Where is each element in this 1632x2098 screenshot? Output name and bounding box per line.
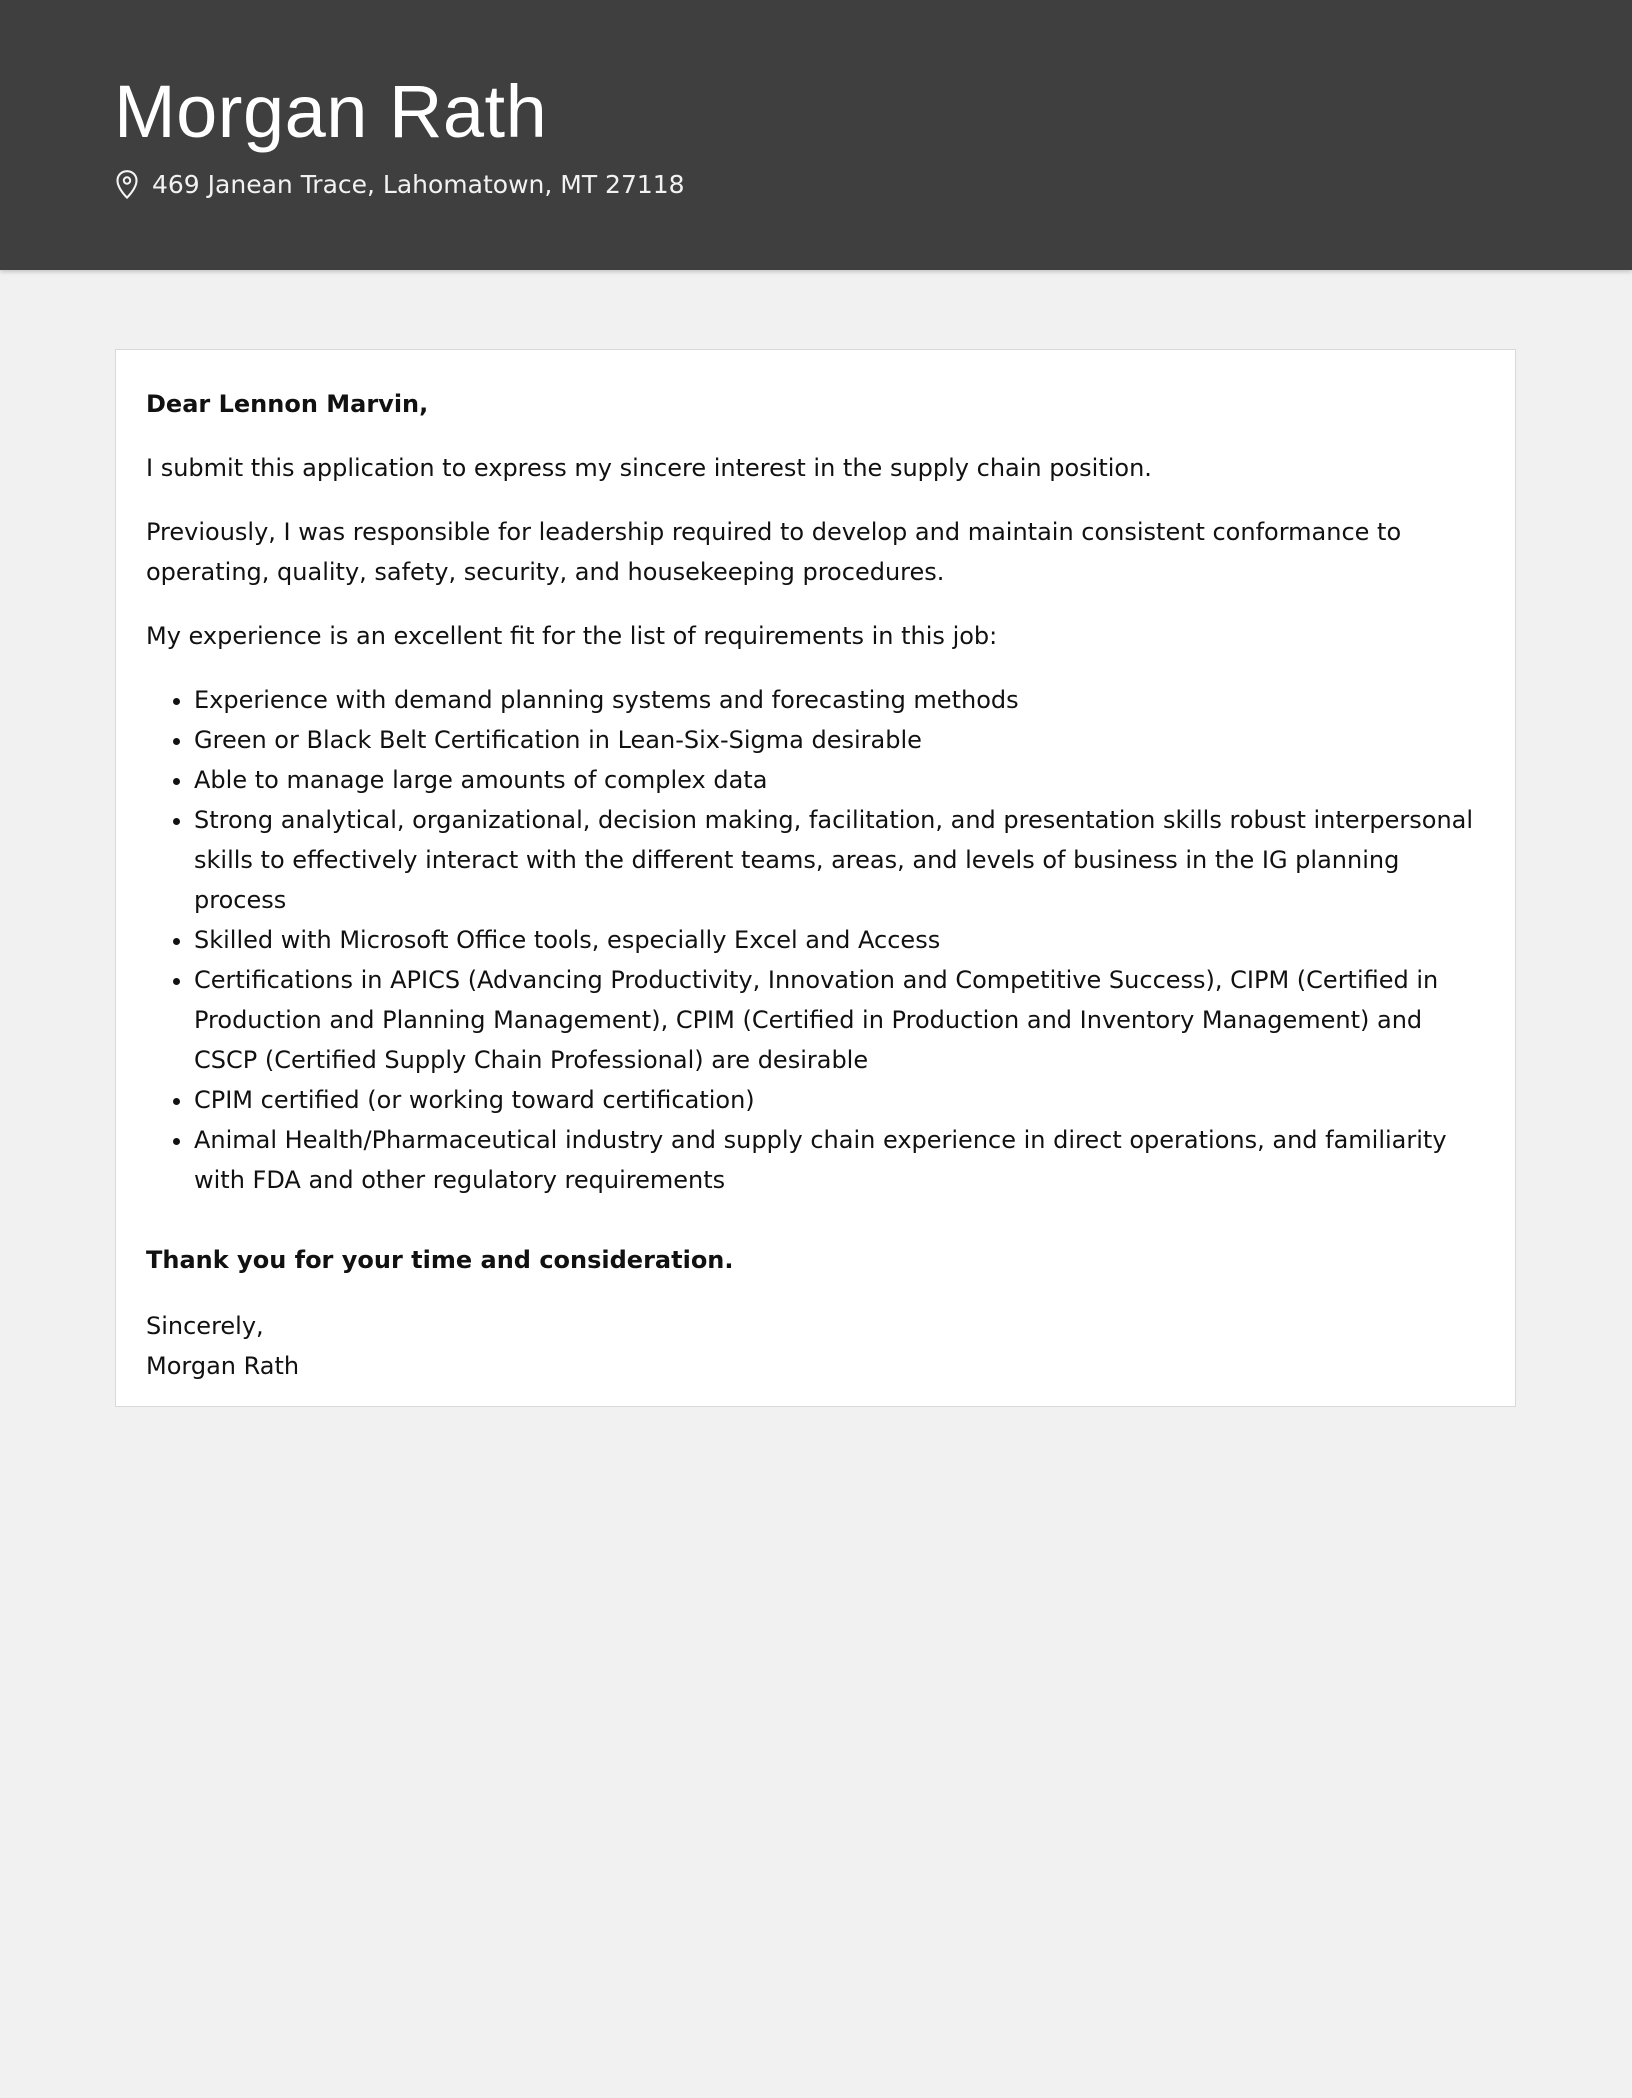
experience-paragraph: Previously, I was responsible for leadership required to develop and maintain consistent conformance to operating, quality, safety, security, and housekeeping procedures.: [146, 518, 1402, 586]
signoff: Sincerely,: [146, 1312, 264, 1340]
location-pin-icon: [114, 169, 140, 201]
requirement-item: • Green or Black Belt Certification in Lean-Six-Sigma desirable: [194, 720, 1485, 760]
closing-line: Thank you for your time and consideration.: [146, 1246, 734, 1274]
cover-letter-card: [115, 349, 1516, 1407]
requirement-item: • Experience with demand planning systems and forecasting methods: [194, 680, 1485, 720]
requirement-item: • Strong analytical, organizational, decision making, facilitation, and presentation skills robust interpersonal skills to effectively interact with the different teams, areas, and levels of business in the IG planning process: [194, 800, 1485, 920]
requirement-item: • Certifications in APICS (Advancing Productivity, Innovation and Competitive Success), CIPM (Certified in Production and Planning Management), CPIM (Certified in Production and Inventory Management) and CSCP (Certified Supply Chain Professional) are desirable: [194, 960, 1485, 1080]
signature-name: Morgan Rath: [146, 1352, 300, 1380]
salutation: Dear Lennon Marvin,: [146, 390, 429, 418]
requirement-item: • Skilled with Microsoft Office tools, especially Excel and Access: [194, 920, 1485, 960]
requirement-item: • Able to manage large amounts of complex data: [194, 760, 1485, 800]
applicant-name: Morgan Rath: [114, 70, 548, 153]
cover-letter-content: [146, 384, 1485, 1386]
requirements-list: [146, 680, 1485, 1200]
applicant-address: [114, 166, 685, 204]
address-text: 469 Janean Trace, Lahomatown, MT 27118: [152, 170, 685, 199]
intro-paragraph: I submit this application to express my sincere interest in the supply chain position.: [146, 454, 1152, 482]
requirement-item: • CPIM certified (or working toward certification): [194, 1080, 1485, 1120]
requirement-item: • Animal Health/Pharmaceutical industry and supply chain experience in direct operations, and familiarity with FDA and other regulatory requirements: [194, 1120, 1485, 1200]
resume-header: [0, 0, 1632, 270]
requirements-intro: My experience is an excellent fit for the list of requirements in this job:: [146, 622, 998, 650]
